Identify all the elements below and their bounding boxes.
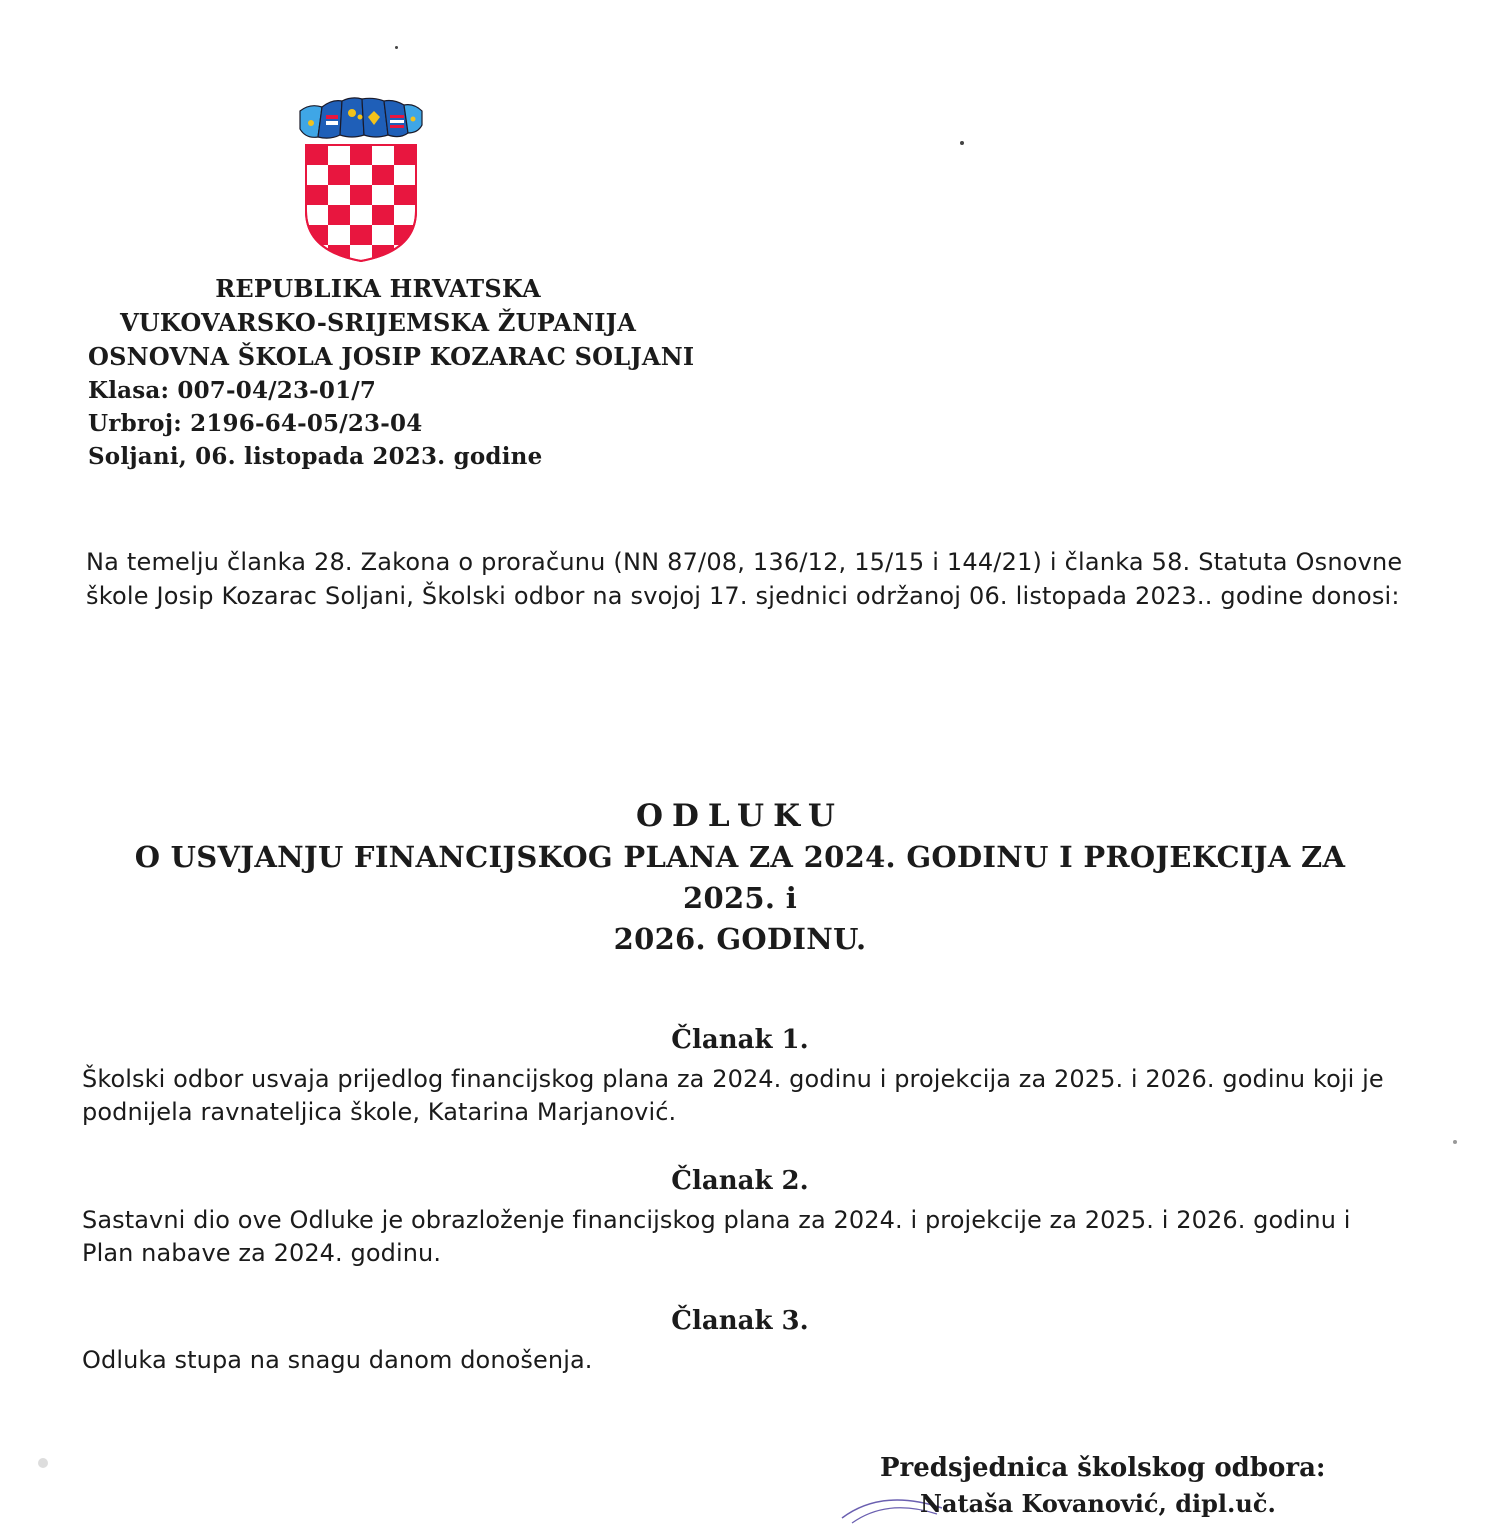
article-2-title: Članak 2. (671, 1166, 809, 1196)
article-1-title: Članak 1. (671, 1025, 809, 1055)
county-name: VUKOVARSKO-SRIJEMSKA ŽUPANIJA (119, 308, 637, 337)
checker-square (372, 165, 394, 185)
article-2-body: Sastavni dio ove Odluke je obrazloženje financijskog plana za 2024. i projekcije za 2025. i 2026. godinu i Plan nabave za 2024. godinu. (82, 1206, 1351, 1267)
decision-subtitle-line2: 2026. GODINU. (613, 922, 867, 956)
checker-square (350, 185, 372, 205)
intro-paragraph: Na temelju članka 28. Zakona o proračunu (NN 87/08, 136/12, 15/15 i 144/21) i članka 58. Statuta Osnovne škole Josip Kozarac Soljani, Školski odbor na svojoj 17. sjednici održanoj 06. listopada 2023.. godine donosi: (86, 548, 1403, 610)
decision-subtitle-line1: O USVJANJU FINANCIJSKOG PLANA ZA 2024. GODINU I PROJEKCIJA ZA 2025. i (134, 840, 1346, 915)
checker-square (306, 145, 328, 165)
school-name: OSNOVNA ŠKOLA JOSIP KOZARAC SOLJANI (88, 342, 695, 371)
urbroj-number: Urbroj: 2196-64-05/23-04 (88, 410, 423, 437)
decision-title-block (100, 795, 1380, 960)
checker-square (328, 165, 350, 185)
checker-square (394, 185, 416, 205)
article-1-body: Školski odbor usvaja prijedlog financijskog plana za 2024. godinu i projekcija za 2025. i 2026. godinu koji je podnijela ravnateljica škole, Katarina Marjanović. (82, 1065, 1384, 1126)
scan-speck (395, 46, 398, 49)
scan-speck (38, 1458, 48, 1468)
checker-square (350, 225, 372, 245)
checker-square (306, 185, 328, 205)
signature-block (880, 1450, 1326, 1522)
place-and-date: Soljani, 06. listopada 2023. godine (88, 443, 543, 470)
article-3-title: Članak 3. (671, 1306, 809, 1336)
signature-name: Nataša Kovanović, dipl.uč. (920, 1489, 1276, 1518)
checker-square (328, 205, 350, 225)
scan-speck (960, 141, 964, 145)
decision-title: ODLUKU (636, 798, 844, 834)
scan-speck (1453, 1140, 1457, 1144)
checker-square (394, 145, 416, 165)
article-3-body: Odluka stupa na snagu danom donošenja. (82, 1346, 593, 1374)
country-name: REPUBLIKA HRVATSKA (215, 274, 541, 303)
signature-role: Predsjednica školskog odbora: (880, 1453, 1326, 1483)
coat-of-arms-icon (296, 93, 426, 263)
klasa-number: Klasa: 007-04/23-01/7 (88, 377, 377, 404)
checker-square (372, 205, 394, 225)
checker-square (350, 145, 372, 165)
document-header (88, 272, 694, 473)
